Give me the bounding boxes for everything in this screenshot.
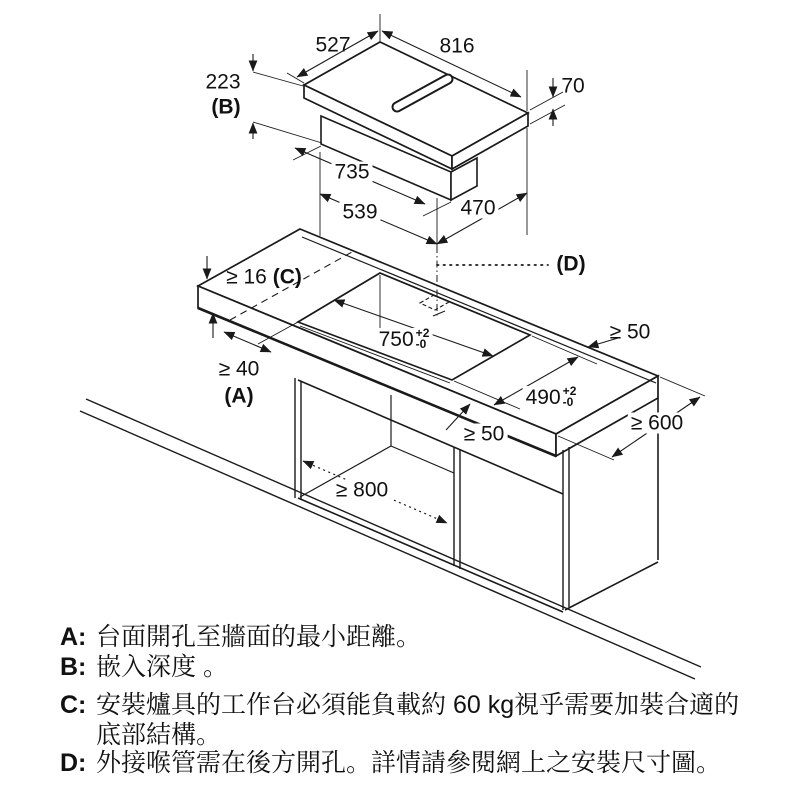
legend-key-a: A:: [60, 623, 87, 651]
legend-text-b: 嵌入深度 。: [96, 653, 228, 681]
worktop-thickness-value: ≥ 16: [226, 265, 267, 289]
legend-item-a: [60, 622, 764, 652]
cutout-width-value: 750: [378, 327, 414, 351]
label-d: (D): [556, 252, 586, 276]
legend-key-d: D:: [60, 749, 87, 777]
dim-worktop-thickness: [226, 267, 302, 288]
cutout-width-tol-plus: +2: [415, 326, 430, 340]
dim-install-depth-223: 223: [205, 70, 241, 94]
dim-width-816: 816: [439, 34, 475, 58]
legend-item-b: [60, 652, 764, 682]
cutout-depth-tol-minus: -0: [562, 395, 574, 409]
dim-cutout-depth: [523, 386, 580, 408]
legend-key-b: B:: [60, 653, 87, 681]
legend-text-a: 台面開孔至牆面的最小距離。: [96, 623, 422, 651]
legend-text-c: 安裝爐具的工作台必須能負載約 60 kg視乎需要加裝合適的底部結構。: [96, 691, 740, 749]
dim-cutout-width: [376, 328, 433, 350]
cutout-width-tol-minus: -0: [415, 337, 427, 351]
dim-niche-width: ≥ 800: [333, 480, 391, 501]
dim-worktop-depth: ≥ 600: [628, 413, 686, 434]
legend-item-d: [60, 748, 764, 778]
label-a: (A): [224, 384, 254, 408]
dim-470: 470: [457, 198, 498, 219]
legend-key-c: C:: [60, 691, 87, 719]
label-b: (B): [211, 95, 241, 119]
dim-side-clearance: ≥ 50: [609, 320, 651, 344]
dim-front-clearance: ≥ 50: [461, 424, 508, 445]
cutout-depth-value: 490: [525, 385, 561, 409]
legend-text-d: 外接喉管需在後方開孔。詳情請參閱網上之安裝尺寸圖。: [96, 749, 722, 777]
dim-body-width-735: 735: [331, 162, 372, 183]
dim-depth-527: 527: [315, 33, 351, 57]
cutout-depth-tol-plus: +2: [562, 384, 577, 398]
dim-539: 539: [339, 202, 380, 223]
dim-wall-distance: ≥ 40: [218, 357, 260, 381]
legend-item-c: [60, 690, 764, 750]
label-c: (C): [272, 265, 302, 289]
dim-height-70: 70: [561, 74, 585, 98]
